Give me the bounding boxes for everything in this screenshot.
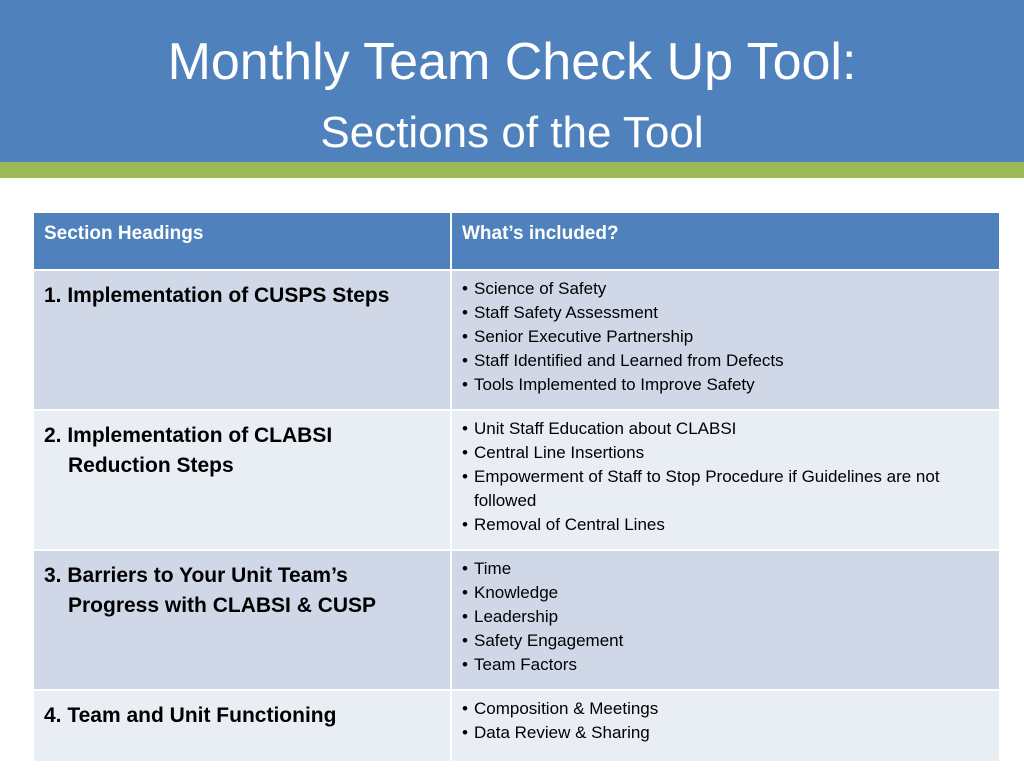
section-heading: 1. Implementation of CUSPS Steps <box>44 284 390 307</box>
list-item: • Unit Staff Education about CLABSI <box>462 419 737 438</box>
section-heading-cell <box>34 411 452 551</box>
table-row <box>34 691 999 763</box>
slide-title: Monthly Team Check Up Tool: <box>167 33 857 91</box>
list-item: • Composition & Meetings <box>462 699 659 718</box>
list-item: • Empowerment of Staff to Stop Procedure if Guidelines are not followed <box>462 467 940 510</box>
list-item: • Team Factors <box>462 655 577 674</box>
table-row <box>34 411 999 551</box>
list-item: • Leadership <box>462 607 559 626</box>
table-header-row <box>34 213 999 271</box>
header-section-headings: Section Headings <box>34 213 452 271</box>
sections-table <box>34 213 999 763</box>
included-cell <box>452 271 999 411</box>
accent-bar <box>0 162 1024 178</box>
section-heading-cell <box>34 551 452 691</box>
section-heading-continued: Progress with CLABSI & CUSP <box>68 594 377 617</box>
list-item: • Staff Identified and Learned from Defects <box>462 351 784 370</box>
included-cell <box>452 691 999 763</box>
list-item: • Senior Executive Partnership <box>462 327 694 346</box>
list-item: • Staff Safety Assessment <box>462 303 658 322</box>
table-row <box>34 271 999 411</box>
included-list <box>462 557 991 677</box>
section-heading: 2. Implementation of CLABSI <box>44 424 333 447</box>
table-row <box>34 551 999 691</box>
list-item: • Science of Safety <box>462 279 607 298</box>
list-item: • Knowledge <box>462 583 559 602</box>
list-item: • Data Review & Sharing <box>462 723 650 742</box>
included-cell <box>452 411 999 551</box>
section-heading: 4. Team and Unit Functioning <box>44 704 337 727</box>
section-heading-continued: Reduction Steps <box>68 454 234 477</box>
header-whats-included: What’s included? <box>452 213 999 271</box>
included-list <box>462 697 991 745</box>
list-item: • Central Line Insertions <box>462 443 645 462</box>
list-item: • Removal of Central Lines <box>462 515 665 534</box>
section-heading-cell <box>34 691 452 763</box>
list-item: • Tools Implemented to Improve Safety <box>462 375 755 394</box>
list-item: • Time <box>462 559 512 578</box>
included-cell <box>452 551 999 691</box>
section-heading-cell <box>34 271 452 411</box>
list-item: • Safety Engagement <box>462 631 624 650</box>
included-list <box>462 277 991 397</box>
included-list <box>462 417 991 537</box>
section-heading: 3. Barriers to Your Unit Team’s <box>44 564 348 587</box>
slide-subtitle: Sections of the Tool <box>320 108 704 157</box>
title-band <box>0 0 1024 162</box>
